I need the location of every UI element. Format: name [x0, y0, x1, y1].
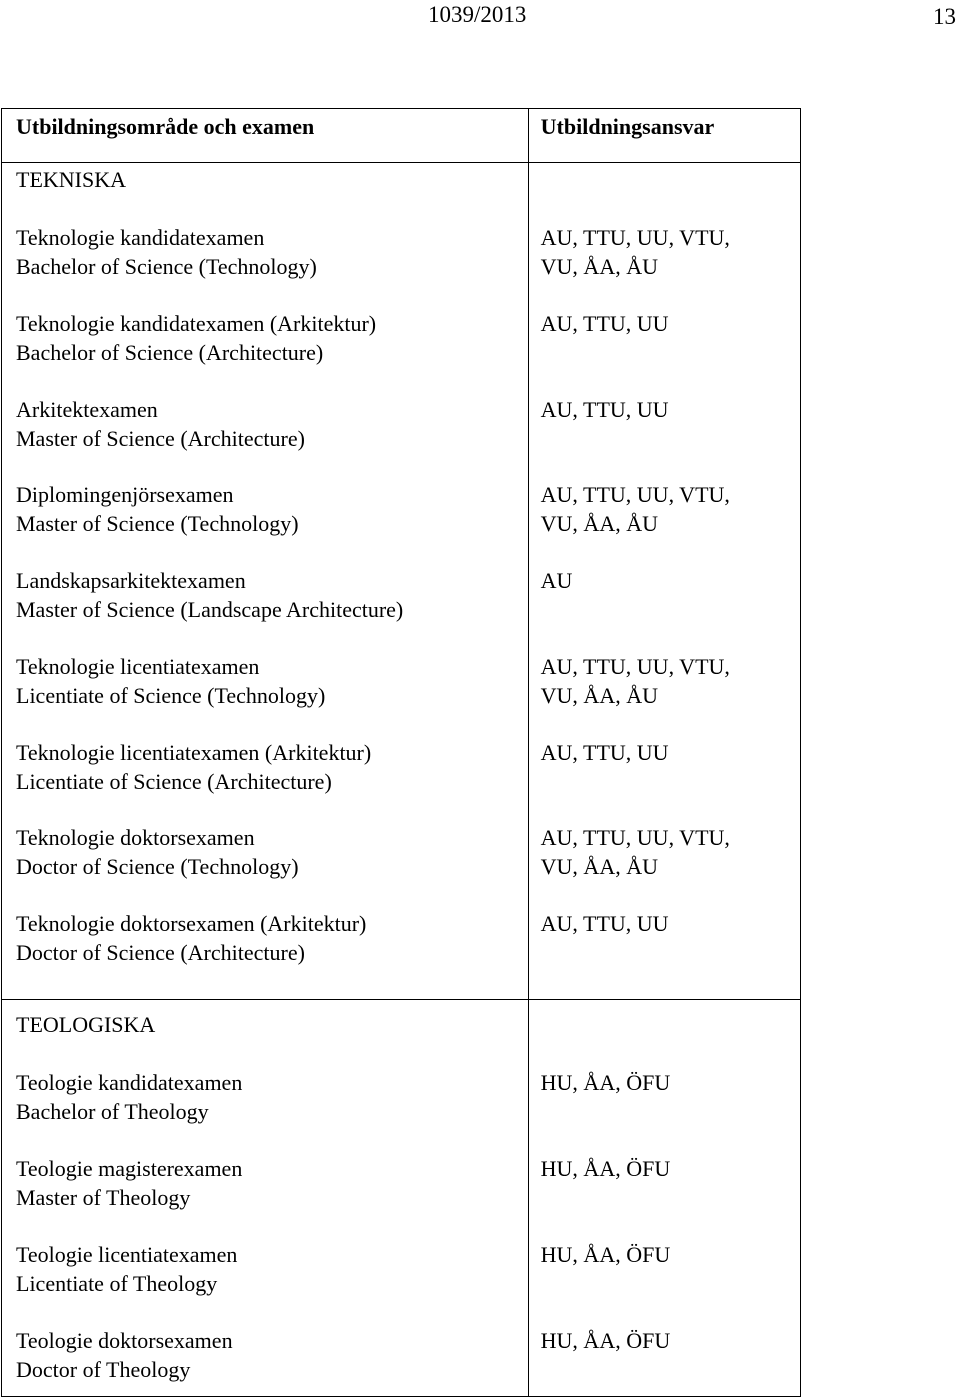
degree-entry [16, 1068, 242, 1126]
section-title: TEKNISKA [16, 167, 126, 192]
degree-name-sv: Teologie licentiatexamen [16, 1242, 238, 1267]
section-tekniska-degrees [2, 163, 529, 1000]
degree-table [1, 108, 801, 1397]
responsibility-entry: HU, ÅA, ÖFU [540, 1156, 671, 1181]
degree-name-en: Master of Science (Technology) [16, 511, 299, 536]
degree-name-sv: Diplomingenjörsexamen [16, 482, 234, 507]
degree-name-en: Master of Science (Architecture) [16, 426, 305, 451]
degree-name-sv: Teknologie licentiatexamen [16, 654, 260, 679]
column-header-degree: Utbildningsområde och examen [2, 109, 529, 163]
page-header [0, 0, 960, 40]
degree-entry [16, 1240, 237, 1298]
document-number: 1039/2013 [428, 2, 527, 27]
section-teologiska-degrees [2, 1000, 529, 1397]
section-teologiska [2, 1000, 801, 1397]
section-teologiska-responsibility [528, 1000, 800, 1397]
responsibility-entry: AU, TTU, UU, VTU, VU, ÅA, ÅU [540, 825, 730, 879]
degree-entry [16, 1154, 242, 1212]
degree-entry [16, 1326, 233, 1384]
responsibility-entry: AU, TTU, UU, VTU, VU, ÅA, ÅU [540, 482, 730, 536]
degree-name-en: Licentiate of Science (Technology) [16, 683, 326, 708]
degree-name-sv: Teknologie doktorsexamen [16, 825, 255, 850]
degree-entry [16, 652, 325, 710]
degree-name-sv: Teknologie licentiatexamen (Arkitektur) [16, 740, 372, 765]
degree-name-en: Master of Theology [16, 1185, 191, 1210]
degree-name-sv: Teknologie doktorsexamen (Arkitektur) [16, 911, 367, 936]
degree-entry [16, 223, 317, 281]
responsibility-entry: HU, ÅA, ÖFU [540, 1328, 671, 1353]
responsibility-entry: AU, TTU, UU [540, 740, 669, 765]
responsibility-entry: AU, TTU, UU, VTU, VU, ÅA, ÅU [540, 225, 730, 279]
degree-name-en: Doctor of Theology [16, 1357, 191, 1382]
degree-entry [16, 395, 305, 453]
responsibility-entry: HU, ÅA, ÖFU [540, 1070, 671, 1095]
degree-name-sv: Teknologie kandidatexamen [16, 225, 265, 250]
degree-entry [16, 738, 371, 796]
responsibility-entry: AU, TTU, UU [540, 911, 669, 936]
degree-name-en: Master of Science (Landscape Architecture) [16, 597, 404, 622]
degree-entry [16, 566, 403, 624]
responsibility-entry: HU, ÅA, ÖFU [540, 1242, 671, 1267]
responsibility-entry: AU, TTU, UU [540, 311, 669, 336]
degree-name-sv: Landskapsarkitektexamen [16, 568, 246, 593]
responsibility-entry: AU [540, 568, 573, 593]
page-number: 13 [933, 4, 956, 29]
degree-name-sv: Teologie kandidatexamen [16, 1070, 243, 1095]
degree-name-en: Licentiate of Science (Architecture) [16, 769, 332, 794]
responsibility-entry: AU, TTU, UU [540, 397, 669, 422]
degree-name-sv: Teologie magisterexamen [16, 1156, 243, 1181]
degree-name-sv: Arkitektexamen [16, 397, 158, 422]
degree-name-sv: Teknologie kandidatexamen (Arkitektur) [16, 311, 377, 336]
section-tekniska-responsibility [528, 163, 800, 1000]
section-tekniska [2, 163, 801, 1000]
degree-name-en: Bachelor of Theology [16, 1099, 209, 1124]
degree-name-en: Bachelor of Science (Architecture) [16, 340, 324, 365]
table-header-row [2, 109, 801, 163]
degree-name-en: Doctor of Science (Technology) [16, 854, 299, 879]
degree-entry [16, 309, 376, 367]
degree-name-en: Licentiate of Theology [16, 1271, 218, 1296]
degree-entry [16, 909, 366, 967]
responsibility-entry: AU, TTU, UU, VTU, VU, ÅA, ÅU [540, 654, 730, 708]
degree-name-en: Bachelor of Science (Technology) [16, 254, 317, 279]
degree-entry [16, 480, 299, 538]
degree-entry [16, 823, 299, 881]
degree-name-sv: Teologie doktorsexamen [16, 1328, 233, 1353]
section-title: TEOLOGISKA [16, 1012, 156, 1037]
column-header-responsibility: Utbildningsansvar [528, 109, 800, 163]
degree-name-en: Doctor of Science (Architecture) [16, 940, 305, 965]
